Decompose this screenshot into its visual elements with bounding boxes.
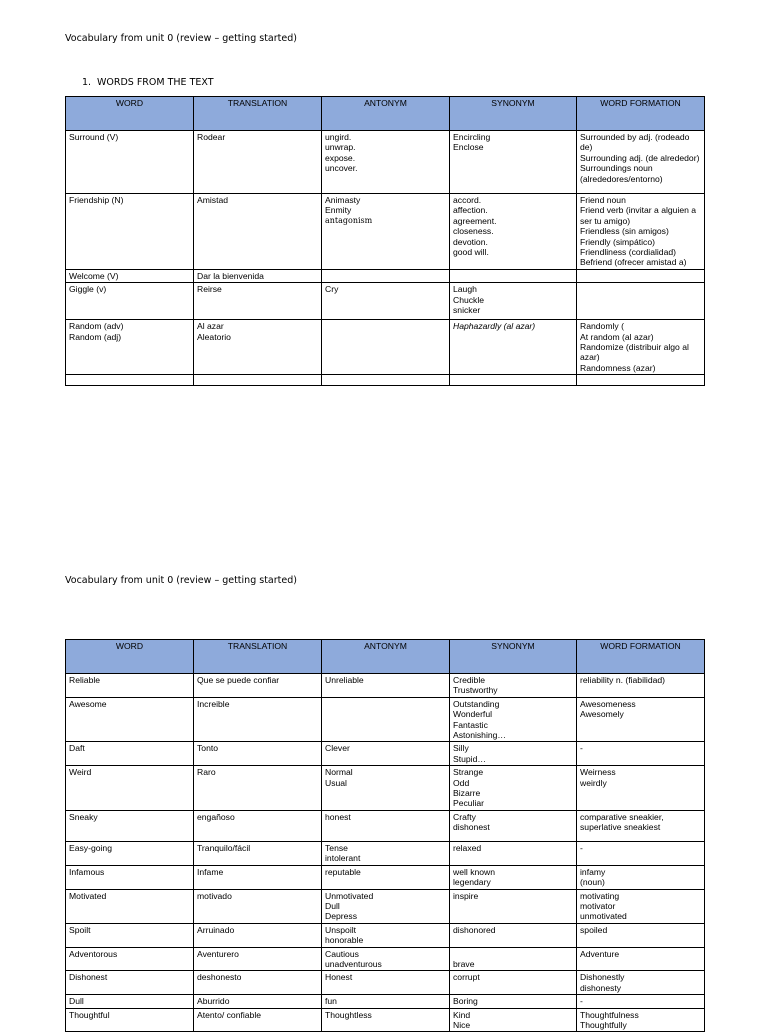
header-translation: TRANSLATION <box>194 97 322 131</box>
cell-line: Animasty <box>325 195 361 205</box>
antonym-cell <box>322 766 450 811</box>
cell-line <box>453 949 573 959</box>
table-row <box>66 971 705 995</box>
word-formation-cell <box>577 697 705 742</box>
table-row <box>66 320 705 375</box>
cell-line: Befriend (ofrecer amistad a) <box>580 257 687 268</box>
word-formation-cell <box>577 995 705 1008</box>
antonym-cell <box>322 889 450 923</box>
cell-line: Aburrido <box>197 996 230 1007</box>
translation-cell <box>194 1008 322 1032</box>
cell-line: Enmity <box>325 205 352 216</box>
cell-line: At random (al azar) <box>580 331 654 342</box>
cell-line: Motivated <box>69 890 107 901</box>
header-word: WORD <box>66 97 194 131</box>
cell-line: Dull <box>325 900 340 911</box>
word-cell <box>66 971 194 995</box>
cell-line: unmotivated <box>580 911 627 922</box>
cell-line: Fantastic <box>453 719 488 730</box>
cell-line: Surround (V) <box>69 132 119 142</box>
word-cell <box>66 320 194 375</box>
cell-line: Stupid… <box>453 753 486 764</box>
cell-line: Arruinado <box>197 924 235 935</box>
cell-line: Random (adj) <box>69 331 122 342</box>
word-cell <box>66 375 194 386</box>
table-row <box>66 923 705 947</box>
table-row <box>66 269 705 282</box>
antonym-cell <box>322 283 450 320</box>
word-cell <box>66 131 194 194</box>
cell-line: Encircling <box>453 132 491 142</box>
cell-line: Chuckle <box>453 294 485 305</box>
cell-line: Awesome <box>69 698 107 709</box>
word-cell <box>66 674 194 698</box>
translation-cell <box>194 742 322 766</box>
word-formation-cell <box>577 194 705 270</box>
table-row <box>66 841 705 865</box>
list-number: 1. <box>82 77 92 88</box>
cell-line: Laugh <box>453 284 477 295</box>
cell-line: agreement. <box>453 215 497 226</box>
header-word-formation: WORD FORMATION <box>577 97 705 131</box>
header-word: WORD <box>66 640 194 674</box>
antonym-cell <box>322 697 450 742</box>
cell-line: comparative sneakier, <box>580 811 664 822</box>
word-formation-cell <box>577 283 705 320</box>
word-cell <box>66 742 194 766</box>
cell-line: engañoso <box>197 811 235 822</box>
header-antonym: ANTONYM <box>322 640 450 674</box>
antonym-cell <box>322 971 450 995</box>
antonym-cell <box>322 995 450 1008</box>
cell-line: Enclose <box>453 142 484 153</box>
synonym-cell <box>450 889 577 923</box>
cell-line: Adventure <box>580 948 620 959</box>
cell-line: relaxed <box>453 842 482 853</box>
vocabulary-table-2 <box>65 639 705 1032</box>
cell-line: deshonesto <box>197 972 242 983</box>
cell-line: Infamous <box>69 866 105 877</box>
cell-line: good will. <box>453 247 489 258</box>
table-row <box>66 742 705 766</box>
table-row <box>66 947 705 971</box>
cell-line: Unmotivated <box>325 890 374 901</box>
word-formation-cell <box>577 889 705 923</box>
word-cell <box>66 697 194 742</box>
translation-cell <box>194 697 322 742</box>
cell-line: Trustworthy <box>453 685 498 696</box>
cell-line: motivado <box>197 890 232 901</box>
cell-line: Weird <box>69 767 92 778</box>
word-cell <box>66 995 194 1008</box>
cell-line: Randomness (azar) <box>580 362 656 373</box>
synonym-cell <box>450 810 577 841</box>
word-formation-cell <box>577 131 705 194</box>
cell-line: fun <box>325 996 337 1007</box>
translation-cell <box>194 375 322 386</box>
word-cell <box>66 889 194 923</box>
translation-cell <box>194 841 322 865</box>
cell-line: Reirse <box>197 284 222 295</box>
cell-line: infamy <box>580 866 606 877</box>
cell-line: Raro <box>197 767 216 778</box>
cell-line: Aventurero <box>197 948 239 959</box>
cell-line: corrupt <box>453 972 480 983</box>
cell-line: Al azar <box>197 321 224 332</box>
translation-cell <box>194 194 322 270</box>
word-cell <box>66 865 194 889</box>
cell-line: Kind <box>453 1009 471 1020</box>
list-label: WORDS FROM THE TEXT <box>97 77 214 88</box>
table-row <box>66 375 705 386</box>
synonym-cell <box>450 995 577 1008</box>
translation-cell <box>194 923 322 947</box>
antonym-cell <box>322 194 450 270</box>
table-row <box>66 674 705 698</box>
table-row <box>66 194 705 270</box>
document-heading-2: Vocabulary from unit 0 (review – getting started) <box>65 575 297 586</box>
cell-line: Friendship (N) <box>69 195 124 205</box>
cell-line: reliability n. (fiabilidad) <box>580 675 666 685</box>
header-antonym: ANTONYM <box>322 97 450 131</box>
word-formation-cell <box>577 375 705 386</box>
synonym-cell <box>450 742 577 766</box>
vocabulary-table-1 <box>65 96 705 386</box>
translation-cell <box>194 995 322 1008</box>
word-cell <box>66 947 194 971</box>
cell-line: honorable <box>325 935 364 946</box>
cell-line: Normal <box>325 767 353 778</box>
cell-line: Peculiar <box>453 798 485 809</box>
cell-line: snicker <box>453 305 481 316</box>
antonym-cell <box>322 269 450 282</box>
cell-line: Odd <box>453 777 470 788</box>
cell-line: (noun) <box>580 877 605 888</box>
cell-line: - <box>580 996 583 1007</box>
cell-line: Surrounding adj. (de alrededor) <box>580 152 700 163</box>
cell-line: - <box>580 743 583 754</box>
cell-line: unwrap. <box>325 142 356 153</box>
cell-line: Welcome (V) <box>69 270 119 281</box>
cell-line: Dishonestly <box>580 972 625 983</box>
antonym-cell <box>322 841 450 865</box>
translation-cell <box>194 320 322 375</box>
cell-line: Spoilt <box>69 924 91 935</box>
translation-cell <box>194 810 322 841</box>
word-cell <box>66 810 194 841</box>
cell-line: Giggle (v) <box>69 284 107 295</box>
antonym-cell <box>322 865 450 889</box>
cell-line: Dishonest <box>69 972 108 983</box>
cell-line: Randomly ( <box>580 321 624 332</box>
cell-line: Silly <box>453 743 469 754</box>
numbered-list-item <box>82 77 214 88</box>
cell-line: reputable <box>325 866 361 877</box>
cell-line: Clever <box>325 743 350 754</box>
synonym-cell <box>450 971 577 995</box>
translation-cell <box>194 889 322 923</box>
word-cell <box>66 923 194 947</box>
cell-line: Nice <box>453 1019 471 1030</box>
cell-line: Credible <box>453 675 486 685</box>
synonym-cell <box>450 375 577 386</box>
cell-line: Outstanding <box>453 698 500 709</box>
synonym-cell <box>450 841 577 865</box>
cell-line: legendary <box>453 877 491 888</box>
translation-cell <box>194 865 322 889</box>
cell-line: Honest <box>325 972 353 983</box>
synonym-cell <box>450 766 577 811</box>
synonym-cell <box>450 1008 577 1032</box>
table-row <box>66 995 705 1008</box>
cell-line: Que se puede confiar <box>197 675 280 685</box>
word-cell <box>66 269 194 282</box>
cell-line: ungird. <box>325 132 352 142</box>
cell-line: dishonored <box>453 924 496 935</box>
cell-line: Boring <box>453 996 478 1007</box>
cell-line: motivating <box>580 890 620 901</box>
header-translation: TRANSLATION <box>194 640 322 674</box>
cell-line: expose. <box>325 152 356 163</box>
cell-line: Random (adv) <box>69 321 124 332</box>
cell-line: Infame <box>197 866 224 877</box>
cell-line: Friendly (simpático) <box>580 236 655 247</box>
translation-cell <box>194 674 322 698</box>
cell-line: Rodear <box>197 132 226 142</box>
translation-cell <box>194 971 322 995</box>
antonym-cell <box>322 947 450 971</box>
cell-line: Thoughtfully <box>580 1019 627 1030</box>
synonym-cell <box>450 194 577 270</box>
table-row <box>66 131 705 194</box>
cell-line: Dar la bienvenida <box>197 270 264 281</box>
header-synonym: SYNONYM <box>450 97 577 131</box>
cell-line: Daft <box>69 743 85 754</box>
synonym-cell <box>450 269 577 282</box>
synonym-cell <box>450 923 577 947</box>
word-formation-cell <box>577 742 705 766</box>
cell-line: Tranquilo/fácil <box>197 842 251 853</box>
table-row <box>66 697 705 742</box>
table-row <box>66 865 705 889</box>
table-row <box>66 1008 705 1032</box>
cell-line: Thoughtfulness <box>580 1009 639 1020</box>
cell-line: antagonism <box>325 215 373 225</box>
cell-line: Depress <box>325 911 357 922</box>
synonym-cell <box>450 283 577 320</box>
cell-line: Friendliness (cordialidad) <box>580 247 677 258</box>
cell-line: Bizarre <box>453 788 481 799</box>
cell-line: inspire <box>453 890 479 901</box>
cell-line: Friendless (sin amigos) <box>580 226 669 237</box>
word-formation-cell <box>577 674 705 698</box>
synonym-cell <box>450 865 577 889</box>
antonym-cell <box>322 131 450 194</box>
synonym-cell <box>450 697 577 742</box>
word-formation-cell <box>577 810 705 841</box>
cell-line: Cry <box>325 284 339 295</box>
word-formation-cell <box>577 1008 705 1032</box>
cell-line: Weirness <box>580 767 616 778</box>
cell-line: Unreliable <box>325 675 364 685</box>
cell-line: Haphazardly (al azar) <box>453 321 536 332</box>
synonym-cell <box>450 947 577 971</box>
cell-line: dishonesty <box>580 982 622 993</box>
cell-line: - <box>580 842 583 853</box>
cell-line: Increible <box>197 698 230 709</box>
cell-line: Sneaky <box>69 811 98 822</box>
cell-line: dishonest <box>453 822 490 833</box>
cell-line: closeness. <box>453 226 494 237</box>
word-formation-cell <box>577 947 705 971</box>
translation-cell <box>194 947 322 971</box>
cell-line: weirdly <box>580 777 607 788</box>
word-formation-cell <box>577 841 705 865</box>
cell-line: Randomize (distribuir algo al azar) <box>580 342 689 363</box>
translation-cell <box>194 283 322 320</box>
translation-cell <box>194 766 322 811</box>
cell-line: Unspoilt <box>325 924 357 935</box>
synonym-cell <box>450 320 577 375</box>
word-formation-cell <box>577 971 705 995</box>
cell-line: Tonto <box>197 743 219 754</box>
cell-line: well known <box>453 866 496 877</box>
cell-line: Surroundings noun (alrededores/entorno) <box>580 163 663 184</box>
cell-line: brave <box>453 958 475 969</box>
cell-line: Cautious <box>325 948 359 959</box>
table-header-row <box>66 97 705 131</box>
translation-cell <box>194 269 322 282</box>
cell-line: Strange <box>453 767 484 778</box>
header-word-formation: WORD FORMATION <box>577 640 705 674</box>
cell-line: Usual <box>325 777 347 788</box>
cell-line: Adventorous <box>69 948 118 959</box>
cell-line: honest <box>325 811 351 822</box>
cell-line: intolerant <box>325 853 361 864</box>
word-cell <box>66 1008 194 1032</box>
cell-line: Friend noun <box>580 195 626 205</box>
document-heading-1: Vocabulary from unit 0 (review – getting started) <box>65 33 297 44</box>
cell-line: uncover. <box>325 163 358 174</box>
word-formation-cell <box>577 320 705 375</box>
table-row <box>66 766 705 811</box>
table-row <box>66 283 705 320</box>
antonym-cell <box>322 923 450 947</box>
word-formation-cell <box>577 766 705 811</box>
cell-line: Reliable <box>69 675 101 685</box>
cell-line: superlative sneakiest <box>580 822 661 833</box>
cell-line: spoiled <box>580 924 608 935</box>
cell-line: Tense <box>325 842 348 853</box>
synonym-cell <box>450 131 577 194</box>
table-row <box>66 889 705 923</box>
cell-line: affection. <box>453 205 488 216</box>
cell-line: Awesomely <box>580 709 624 720</box>
cell-line: Amistad <box>197 195 229 205</box>
cell-line: unadventurous <box>325 958 382 969</box>
word-formation-cell <box>577 269 705 282</box>
cell-line: Wonderful <box>453 709 493 720</box>
translation-cell <box>194 131 322 194</box>
word-cell <box>66 194 194 270</box>
cell-line: Atento/ confiable <box>197 1009 262 1020</box>
cell-line: Awesomeness <box>580 698 636 709</box>
cell-line: Thoughtful <box>69 1009 110 1020</box>
antonym-cell <box>322 674 450 698</box>
antonym-cell <box>322 375 450 386</box>
word-cell <box>66 766 194 811</box>
word-cell <box>66 841 194 865</box>
cell-line: Thoughtless <box>325 1009 372 1020</box>
antonym-cell <box>322 1008 450 1032</box>
word-formation-cell <box>577 865 705 889</box>
cell-line: Crafty <box>453 811 476 822</box>
table-header-row <box>66 640 705 674</box>
cell-line: motivator <box>580 900 616 911</box>
cell-line: Dull <box>69 996 84 1007</box>
word-cell <box>66 283 194 320</box>
cell-line: Surrounded by adj. (rodeado de) <box>580 132 690 153</box>
antonym-cell <box>322 810 450 841</box>
table-row <box>66 810 705 841</box>
cell-line: Aleatorio <box>197 331 231 342</box>
antonym-cell <box>322 320 450 375</box>
antonym-cell <box>322 742 450 766</box>
cell-line: Astonishing… <box>453 730 507 741</box>
cell-line: devotion. <box>453 236 488 247</box>
cell-line: Easy-going <box>69 842 112 853</box>
word-formation-cell <box>577 923 705 947</box>
header-synonym: SYNONYM <box>450 640 577 674</box>
cell-line: accord. <box>453 195 482 205</box>
synonym-cell <box>450 674 577 698</box>
cell-line: Friend verb (invitar a alguien a ser tu amigo) <box>580 205 697 226</box>
